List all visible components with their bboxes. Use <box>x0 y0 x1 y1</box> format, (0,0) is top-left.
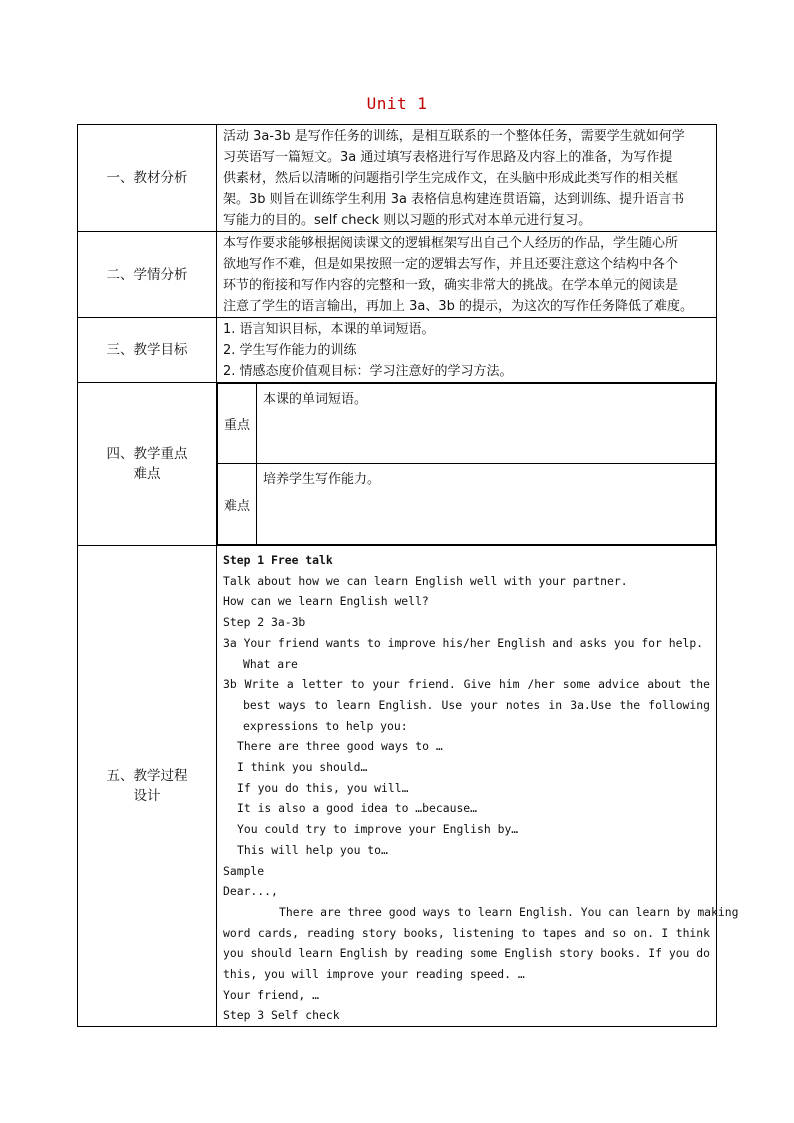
goal-item: 2. 学生写作能力的训练 <box>223 343 357 358</box>
label-line: 难点 <box>133 466 161 482</box>
letter-body: word cards, reading story books, listening to tapes and so on. I think you should learn English by reading some English story books. If you do this, you will improve your reading speed. … <box>223 925 710 982</box>
expression-line: You could try to improve your English by… <box>237 822 519 837</box>
expression-line: If you do this, you will… <box>237 780 409 795</box>
expression-line: It is also a good idea to …because… <box>237 801 478 816</box>
goal-item: 2. 情感态度价值观目标：学习注意好的学习方法。 <box>223 364 513 379</box>
letter-closing: Your friend, … <box>223 987 320 1002</box>
label-key-difficult-points <box>78 383 217 546</box>
text-line: 欲地写作不难，但是如果按照一定的逻辑去写作，并且还要注意这个结构中各个 <box>223 257 679 272</box>
content-teaching-goals <box>217 318 717 383</box>
text-line: 写能力的目的。self check 则以习题的形式对本单元进行复习。 <box>223 213 592 228</box>
sample-label: Sample <box>223 863 265 878</box>
item-3b-text: 3b Write a letter to your friend. Give him /her some advice about the best ways to learn English. Use your notes in 3a.Use the following expressions to help you: <box>223 677 710 733</box>
difficult-point-label: 难点 <box>218 464 257 545</box>
key-point-label: 重点 <box>218 384 257 464</box>
row-student-analysis <box>78 232 717 318</box>
difficult-point-text: 培养学生写作能力。 <box>257 464 716 545</box>
label-materials-analysis: 一、教材分析 <box>78 125 217 232</box>
text-line: 注意了学生的语言输出，再加上 3a、3b 的提示，为这次的写作任务降低了难度。 <box>223 299 694 314</box>
goal-item: 1. 语言知识目标，本课的单词短语。 <box>223 322 435 337</box>
page-title: Unit 1 <box>366 94 428 113</box>
content-student-analysis <box>217 232 717 318</box>
row-teaching-process <box>78 546 717 1027</box>
expression-line: I think you should… <box>237 760 368 775</box>
label-line: 四、教学重点 <box>106 446 188 462</box>
content-key-difficult-points <box>217 383 717 546</box>
label-teaching-goals: 三、教学目标 <box>78 318 217 383</box>
item-3a-line: 3a Your friend wants to improve his/her English and asks you for help. <box>223 635 704 650</box>
label-line: 设计 <box>133 788 161 805</box>
text-line: 架。3b 则旨在训练学生利用 3a 表格信息构建连贯语篇，达到训练、提升语言书 <box>223 192 685 207</box>
text-line: 活动 3a-3b 是写作任务的训练，是相互联系的一个整体任务，需要学生就如何学 <box>223 129 685 144</box>
content-teaching-process <box>217 546 739 1027</box>
letter-greeting: Dear..., <box>223 884 278 899</box>
step-2-title: Step 2 3a-3b <box>223 615 306 630</box>
row-materials-analysis <box>78 125 717 232</box>
expression-line: There are three good ways to … <box>237 739 443 754</box>
row-key-difficult-points <box>78 383 717 546</box>
step-1-title: Step 1 Free talk <box>223 553 333 567</box>
text-line: 习英语写一篇短文。3a 通过填写表格进行写作思路及内容上的准备，为写作提 <box>223 150 673 165</box>
content-materials-analysis <box>217 125 717 232</box>
expression-line: This will help you to… <box>237 842 388 857</box>
label-line: 五、教学过程 <box>106 768 188 785</box>
step-1-line: How can we learn English well? <box>223 594 429 609</box>
label-teaching-process <box>78 546 217 1027</box>
row-teaching-goals <box>78 318 717 383</box>
letter-body-first-line: There are three good ways to learn English. You can learn by making <box>279 904 739 919</box>
text-line: 环节的衔接和写作内容的完整和一致，确实非常大的挑战。在学本单元的阅读是 <box>223 278 679 293</box>
step-1-line: Talk about how we can learn English well with your partner. <box>223 573 628 588</box>
item-3a-line: What are <box>243 656 298 671</box>
lesson-plan-table <box>77 124 739 1027</box>
step-3-title: Step 3 Self check <box>223 1008 340 1023</box>
text-line: 本写作要求能够根据阅读课文的逻辑框架写出自己个人经历的作品，学生随心所 <box>223 236 679 251</box>
key-difficult-subtable <box>217 383 716 545</box>
text-line: 供素材，然后以清晰的问题指引学生完成作文，在头脑中形成此类写作的相关框 <box>223 171 679 186</box>
key-point-text: 本课的单词短语。 <box>257 384 716 464</box>
label-student-analysis: 二、学情分析 <box>78 232 217 318</box>
